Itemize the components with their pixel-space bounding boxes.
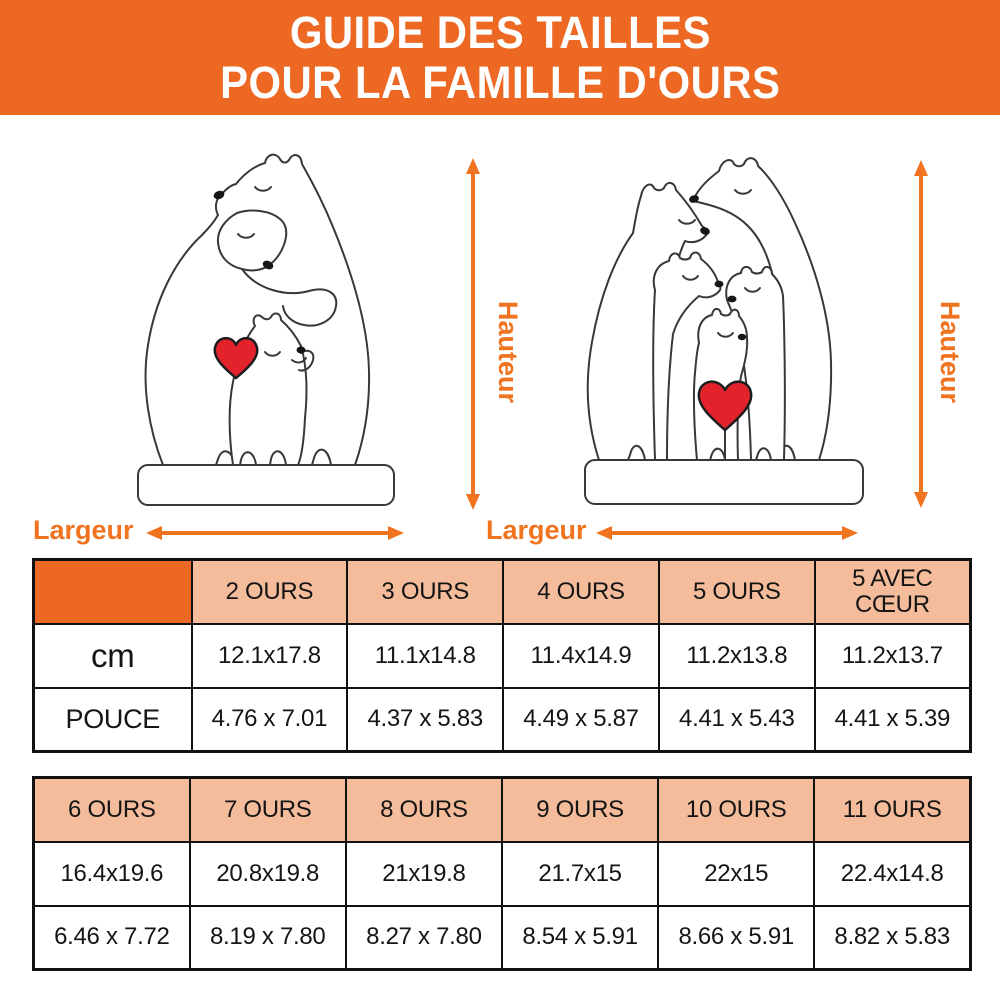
wood-base — [585, 460, 863, 504]
table-header-row — [34, 560, 971, 624]
size-value: 21.7x15 — [502, 842, 658, 906]
width-label-right: Largeur — [486, 515, 587, 545]
col-header: 10 OURS — [658, 778, 814, 842]
height-label-right: Hauteur — [935, 300, 965, 403]
col-header: 5 OURS — [659, 560, 815, 624]
col-header: 5 AVEC CŒUR — [815, 560, 971, 624]
width-label-left: Largeur — [33, 515, 134, 545]
page-title-line2: POUR LA FAMILLE D'OURS — [219, 56, 781, 108]
size-table-large-families — [32, 776, 972, 971]
height-label-left: Hauteur — [493, 300, 523, 403]
size-value: 8.82 x 5.83 — [814, 906, 970, 970]
col-header: 7 OURS — [190, 778, 346, 842]
size-value: 8.19 x 7.80 — [190, 906, 346, 970]
table-header-row — [34, 778, 971, 842]
wood-base — [138, 465, 394, 505]
col-header: 3 OURS — [347, 560, 503, 624]
row-label-pouce: POUCE — [34, 688, 192, 752]
size-value: 11.2x13.8 — [659, 624, 815, 688]
page-title-line1: GUIDE DES TAILLES — [289, 6, 711, 58]
size-value: 4.49 x 5.87 — [503, 688, 659, 752]
size-value: 21x19.8 — [346, 842, 502, 906]
bear-family-3-illustration — [105, 138, 415, 510]
col-header: 6 OURS — [34, 778, 190, 842]
title-banner — [0, 0, 1000, 115]
size-value: 16.4x19.6 — [34, 842, 190, 906]
size-value: 4.76 x 7.01 — [192, 688, 348, 752]
width-arrow-right-icon — [596, 522, 858, 544]
corner-cell — [34, 560, 192, 624]
table-row-pouce — [34, 906, 971, 970]
height-arrow-left-icon — [462, 158, 484, 510]
size-value: 6.46 x 7.72 — [34, 906, 190, 970]
table-row-cm — [34, 842, 971, 906]
col-header: 2 OURS — [192, 560, 348, 624]
size-value: 8.27 x 7.80 — [346, 906, 502, 970]
child2-nose — [728, 296, 737, 303]
col-header: 9 OURS — [502, 778, 658, 842]
size-value: 20.8x19.8 — [190, 842, 346, 906]
size-value: 4.41 x 5.39 — [815, 688, 971, 752]
baby-nose — [738, 334, 746, 340]
size-value: 4.37 x 5.83 — [347, 688, 503, 752]
table-row-cm — [34, 624, 971, 688]
bear-family-5-illustration — [575, 138, 945, 510]
child1-nose — [715, 281, 724, 288]
size-value: 11.4x14.9 — [503, 624, 659, 688]
size-value: 8.54 x 5.91 — [502, 906, 658, 970]
size-value: 4.41 x 5.43 — [659, 688, 815, 752]
size-value: 8.66 x 5.91 — [658, 906, 814, 970]
width-arrow-left-icon — [146, 522, 404, 544]
size-value: 12.1x17.8 — [192, 624, 348, 688]
table-row-pouce — [34, 688, 971, 752]
row-label-cm: cm — [34, 624, 192, 688]
size-value: 11.2x13.7 — [815, 624, 971, 688]
baby-nose — [297, 347, 306, 354]
col-header: 4 OURS — [503, 560, 659, 624]
size-table-small-families — [32, 558, 972, 753]
height-arrow-right-icon — [910, 160, 932, 508]
col-header: 11 OURS — [814, 778, 970, 842]
col-header: 8 OURS — [346, 778, 502, 842]
size-value: 22x15 — [658, 842, 814, 906]
size-value: 22.4x14.8 — [814, 842, 970, 906]
size-value: 11.1x14.8 — [347, 624, 503, 688]
